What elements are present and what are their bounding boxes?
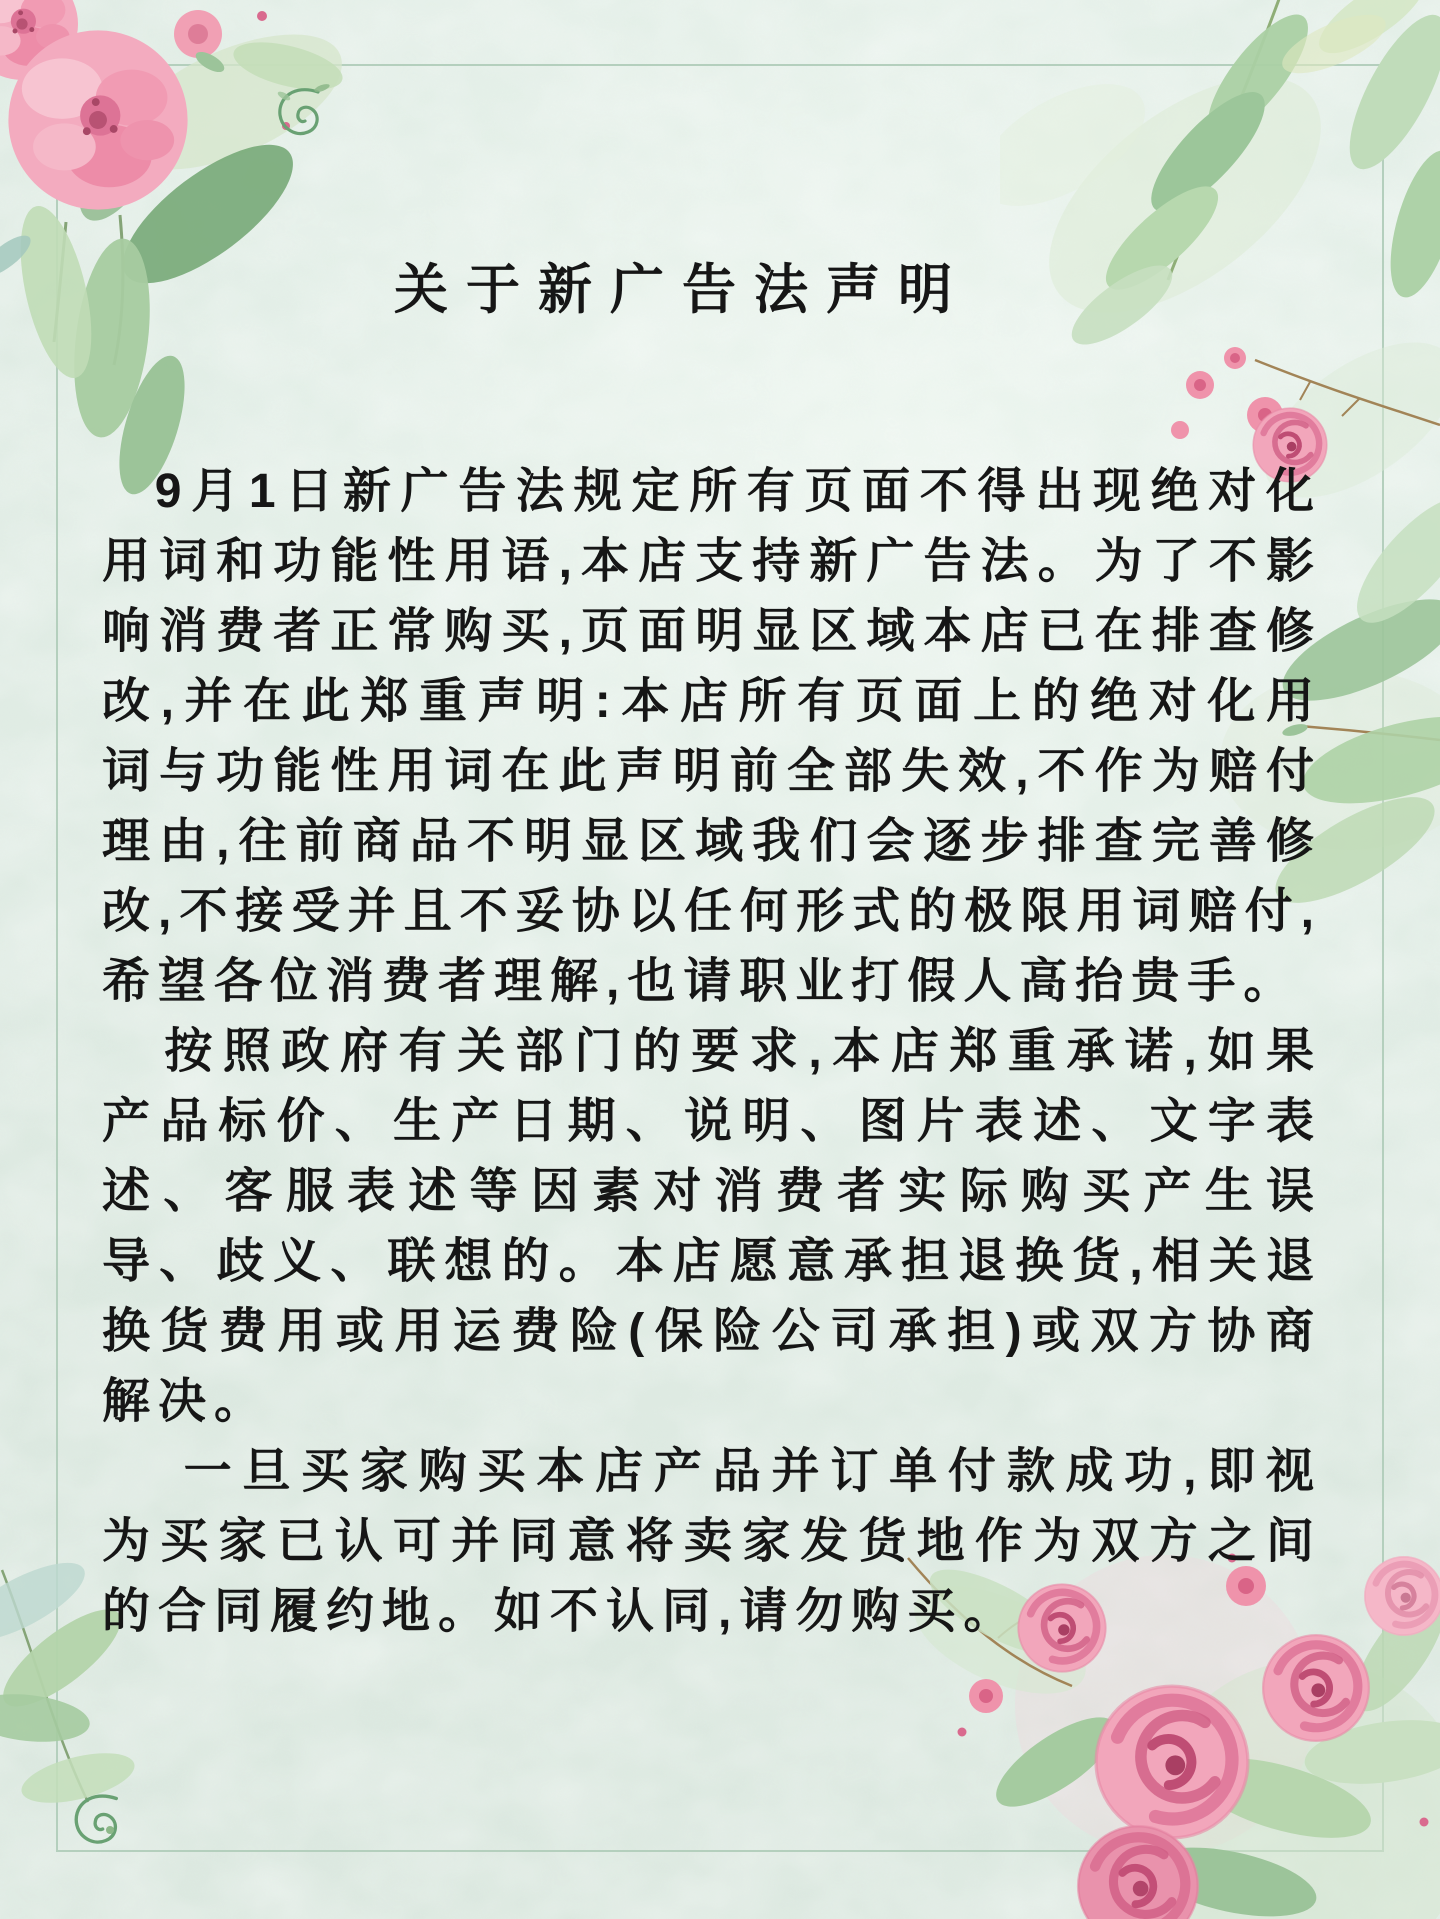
page-title: 关于新广告法声明 — [394, 260, 970, 320]
statement-body — [102, 457, 1322, 1647]
statement-paragraph-1: 9月1日新广告法规定所有页面不得出现绝对化用词和功能性用语,本店支持新广告法。为了不影响消费者正常购买,页面明显区域本店已在排查修改,并在此郑重声明:本店所有页面上的绝对化用词与功能性用词在此声明前全部失效,不作为赔付理由,往前商品不明显区域我们会逐步排查完善修改,不接受并且不妥协以任何形式的极限用词赔付,希望各位消费者理解,也请职业打假人高抬贵手。 — [102, 465, 1322, 1008]
statement-paragraph-3: 一旦买家购买本店产品并订单付款成功,即视为买家已认可并同意将卖家发货地作为双方之间的合同履约地。如不认同,请勿购买。 — [102, 1445, 1322, 1638]
statement-paragraph-2: 按照政府有关部门的要求,本店郑重承诺,如果产品标价、生产日期、说明、图片表述、文字表述、客服表述等因素对消费者实际购买产生误导、歧义、联想的。本店愿意承担退换货,相关退换货费用或用运费险(保险公司承担)或双方协商解决。 — [102, 1025, 1322, 1428]
statement-document — [102, 260, 1322, 1647]
fern-curl-top-decoration — [272, 82, 336, 146]
